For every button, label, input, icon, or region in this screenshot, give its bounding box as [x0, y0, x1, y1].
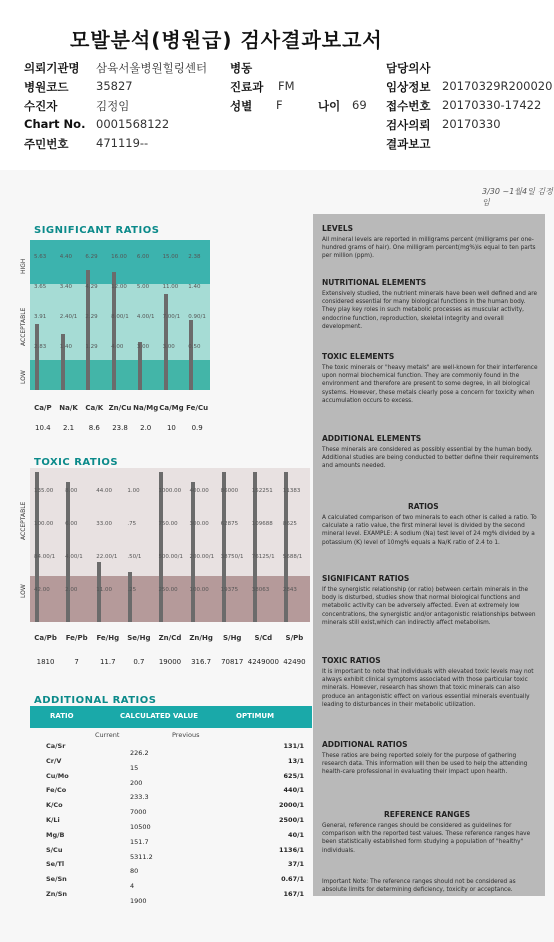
column-label: Zn/Cu — [108, 404, 132, 412]
tick-label: 2843 — [282, 587, 297, 593]
section-body: All mineral levels are reported in milligrams percent (milligrams per one-hundred grams of hair). One milligram percent(mg%)is equal to ten parts per million (ppm). — [322, 237, 536, 260]
section-body: If the synergistic relationship (or ratio) between certain minerals in the body is disturbed, studies show that normal biological functions and metabolic activity can be adversely affected. Even at extremely low concentrations, the synergistic and/or antagonistic relationships between minerals still exist,which can indirectly affect metabolism. — [322, 587, 536, 626]
column-label: S/Hg — [222, 634, 242, 642]
tick-label: 11.00 — [96, 587, 112, 593]
current-value: 1900 — [130, 897, 147, 905]
current-subheader: Current — [95, 731, 120, 739]
ratio-name: Se/Sn — [46, 875, 67, 884]
tick-label: 135.00 — [34, 488, 54, 494]
tick-label: 500.00/1 — [158, 554, 184, 560]
tick-label: 6.29 — [85, 254, 98, 260]
tick-label: 6.00 — [136, 254, 150, 260]
ratio-value: 0.7 — [133, 658, 145, 666]
axis-low: LOW — [20, 370, 27, 384]
tick-label: 84.00/1 — [34, 554, 56, 560]
header-field-label: 접수번호 — [386, 99, 431, 113]
ratio-value: 2.1 — [62, 424, 75, 432]
header-field-label: 나이 — [318, 99, 341, 113]
ratio-name: Zn/Sn — [46, 890, 68, 898]
previous-subheader: Previous — [172, 731, 200, 739]
ratio-bar — [222, 472, 226, 622]
tick-label: 3.00 — [136, 344, 150, 350]
header-field-label: 진료과 — [230, 80, 264, 94]
tick-label: 8625 — [282, 521, 297, 527]
tick-label: 1000.00 — [158, 488, 182, 494]
current-value: 80 — [130, 867, 139, 876]
optimum-value: 2000/1 — [279, 801, 304, 810]
header-field-value: 35827 — [96, 79, 133, 93]
section-title: ADDITIONAL ELEMENTS — [322, 434, 422, 443]
tick-label: 6.00 — [65, 521, 78, 527]
toxic-title: TOXIC RATIOS — [34, 457, 119, 468]
ratio-bar — [61, 334, 65, 390]
header-field-label: Chart No. — [24, 117, 86, 131]
header-field-label: 병원코드 — [24, 80, 69, 94]
column-label: Zn/Hg — [189, 634, 213, 642]
column-label: Fe/Cu — [186, 404, 209, 412]
axis-acceptable: ACCEPTABLE — [20, 307, 27, 346]
header-field-label: 담당의사 — [386, 61, 431, 75]
section-title: TOXIC RATIOS — [322, 656, 381, 665]
column-label: Ca/P — [34, 404, 52, 412]
table-row — [30, 875, 312, 890]
section-title: NUTRITIONAL ELEMENTS — [322, 278, 427, 287]
ratio-value: 11.7 — [99, 658, 116, 666]
column-label: Zn/Cd — [158, 634, 182, 642]
ratio-value: 4249000 — [247, 658, 279, 666]
column-label: Fe/Pb — [65, 634, 88, 642]
header-field-label: 임상정보 — [386, 80, 431, 94]
header-field-label: 성별 — [230, 99, 253, 113]
tick-label: 4.40 — [59, 254, 72, 260]
tick-label: 100.00 — [189, 587, 209, 593]
optimum-header: OPTIMUM — [236, 712, 275, 720]
ratio-bar — [253, 472, 257, 622]
tick-label: 7.00/1 — [162, 314, 181, 320]
calc-header: CALCULATED VALUE — [120, 712, 199, 720]
tick-label: 152251 — [251, 488, 273, 494]
table-row — [30, 801, 312, 816]
handwritten-note: 3/30 ~1월4일 김정임 — [482, 187, 553, 207]
header-field-value: 20170330-17422 — [442, 98, 542, 112]
header-field-label: 수진자 — [24, 99, 58, 113]
optimum-value: 167/1 — [283, 890, 304, 898]
tick-label: 4.00/1 — [65, 554, 83, 560]
ratio-bar — [66, 482, 70, 622]
ratio-bar — [128, 572, 132, 622]
ratio-bar — [35, 472, 39, 622]
header-field-value: 0001568122 — [96, 117, 170, 131]
ratio-bar — [159, 472, 163, 622]
tick-label: 11.00 — [162, 284, 179, 290]
tick-label: 19375 — [220, 587, 239, 593]
current-value: 233.3 — [130, 793, 149, 802]
ratio-bar — [191, 482, 195, 622]
tick-label: 8.00/1 — [111, 314, 129, 320]
header-field-value: 471119-- — [96, 136, 149, 150]
header-field-label: 결과보고 — [386, 137, 431, 151]
section-body: General, reference ranges should be considered as guidelines for comparison with the reported test values. These reference ranges have been statistically established form studying a population of "healthy" individuals. — [322, 823, 531, 854]
optimum-value: 2500/1 — [279, 816, 304, 824]
section-body: These ratios are being reported solely for the purpose of gathering research data. This information will then be used to help the attending health-care professional in evaluating their impact upon health. — [322, 753, 528, 776]
ratio-bar — [35, 324, 39, 390]
ratio-name: Mg/B — [46, 830, 65, 839]
tick-label: 5.63 — [34, 254, 47, 260]
tick-label: 0.90/1 — [188, 314, 206, 320]
ratio-value: 19000 — [158, 658, 182, 666]
header-field-label: 주민번호 — [24, 137, 69, 151]
table-row — [30, 742, 312, 757]
tick-label: 4.00 — [111, 344, 124, 350]
tick-label: 2.29 — [85, 314, 98, 320]
tick-label: 1.29 — [85, 344, 98, 350]
section-body: These minerals are considered as possibly essential by the human body. Additional studies are being conducted to better define their requirements and amounts needed. — [322, 447, 539, 470]
current-value: 151.7 — [130, 837, 149, 846]
report-title: 모발분석(병원급) 검사결과보고서 — [70, 28, 383, 52]
ratio-name: K/Li — [46, 816, 60, 824]
ratio-name: Se/Tl — [46, 860, 65, 869]
low-band — [30, 576, 310, 622]
ratio-value: 1810 — [36, 658, 55, 666]
header-field-value: FM — [278, 79, 295, 93]
tick-label: 3.40 — [59, 284, 72, 290]
tick-label: 2.40/1 — [59, 314, 78, 320]
section-body: Extensively studied, the nutrient minerals have been well defined and are considered essential for many biological functions in the human body. They play key roles in such metabolic processes as muscular activity, endocrine function, reproduction, skeletal integrity and overall development. — [322, 291, 538, 330]
ratio-value: 10 — [166, 424, 176, 432]
header-field-value: 삼육서울병원힐링센터 — [96, 61, 208, 75]
section-title: TOXIC ELEMENTS — [322, 352, 395, 361]
optimum-value: 13/1 — [288, 756, 304, 765]
table-row — [30, 786, 312, 801]
table-row — [30, 860, 312, 875]
tick-label: 400.00 — [189, 488, 209, 494]
tick-label: 62875 — [220, 521, 239, 527]
ratio-value: 7 — [74, 658, 79, 666]
ratio-value: 8.6 — [88, 424, 100, 432]
tick-label: 3.00 — [162, 344, 175, 350]
tick-label: 0.50 — [188, 344, 201, 350]
tick-label: 250.00 — [158, 587, 178, 593]
optimum-value: 131/1 — [283, 742, 304, 750]
current-value: 15 — [130, 763, 139, 772]
low-band — [30, 360, 210, 390]
ratio-name: Fe/Co — [46, 786, 67, 795]
tick-label: 38063 — [251, 587, 270, 593]
tick-label: 38750/1 — [220, 554, 244, 560]
tick-label: 42.00 — [34, 587, 50, 593]
ratio-value: 2.0 — [140, 424, 152, 432]
column-label: Na/Mg — [133, 404, 159, 412]
current-value: 200 — [130, 778, 143, 787]
tick-label: .25 — [127, 587, 137, 593]
significant-title: SIGNIFICANT RATIOS — [34, 225, 160, 236]
table-row — [30, 831, 312, 846]
ratio-bar — [284, 472, 288, 622]
current-value: 5311.2 — [130, 852, 153, 861]
tick-label: 2.00 — [65, 587, 78, 593]
column-label: S/Cd — [254, 634, 273, 642]
current-value: 10500 — [130, 823, 151, 831]
tick-label: 1.00 — [127, 488, 140, 494]
header-field-value: 김정임 — [96, 99, 130, 113]
header-field-label: 검사의뢰 — [386, 118, 431, 132]
optimum-value: 37/1 — [288, 860, 304, 869]
column-label: Fe/Hg — [96, 634, 120, 642]
current-value: 226.2 — [130, 749, 149, 757]
tick-label: 4.00/1 — [136, 314, 155, 320]
table-row — [30, 890, 312, 905]
tick-label: 100.00 — [34, 521, 54, 527]
ratio-value: 42490 — [283, 658, 306, 666]
tick-label: 1.40 — [59, 344, 72, 350]
additional-ratios-header — [30, 706, 312, 728]
tick-label: .75 — [127, 521, 137, 527]
tick-label: 86000 — [220, 488, 239, 494]
tick-label: 44.00 — [96, 488, 112, 494]
section-title: LEVELS — [322, 224, 354, 233]
optimum-value: 1136/1 — [279, 845, 304, 854]
tick-label: 2.38 — [188, 254, 201, 260]
tick-label: 4.29 — [85, 284, 98, 290]
tick-label: 300.00 — [189, 521, 209, 527]
section-body: A calculated comparison of two minerals to each other is called a ratio. To calculate a ratio value, the first mineral level is divided by the second mineral level. EXAMPLE: A sodium (Na) test level of 24 mg% divided by a potassium (K) level of 10mg% equals a Na/K ratio of 2.4 to 1. — [322, 515, 537, 546]
ratio-bar — [164, 294, 168, 390]
additional-ratios-title: ADDITIONAL RATIOS — [34, 695, 157, 706]
tick-label: 200.00/1 — [189, 554, 215, 560]
axis-high: HIGH — [20, 258, 27, 274]
tick-label: 11383 — [282, 488, 301, 494]
ratio-bar — [189, 320, 193, 390]
header-field-value: F — [276, 98, 283, 112]
header-field-value: 69 — [352, 98, 367, 112]
current-value: 7000 — [130, 808, 147, 817]
tick-label: 3.91 — [34, 314, 47, 320]
current-value: 4 — [130, 882, 135, 891]
section-body: Important Note: The reference ranges should not be considered as absolute limits for determining deficiency, toxicity or acceptance. — [322, 879, 516, 894]
table-row — [30, 846, 312, 861]
axis-low: LOW — [20, 584, 27, 598]
section-title: SIGNIFICANT RATIOS — [322, 574, 410, 583]
ratio-name: Cu/Mo — [46, 771, 69, 780]
tick-label: 33.00 — [96, 521, 112, 527]
tick-label: 22.00/1 — [96, 554, 118, 560]
section-body: It is important to note that individuals with elevated toxic levels may not always exhibit clinical symptoms associated with those particular toxic minerals. However, research has shown that toxic minerals can also produce an antagonistic effect on various essential minerals eventually leading to disturbances in their metabolic utilization. — [322, 669, 534, 708]
header-field-label: 의뢰기관명 — [24, 61, 80, 75]
table-row — [30, 772, 312, 787]
optimum-value: 440/1 — [283, 786, 304, 795]
tick-label: 16.00 — [111, 254, 127, 260]
ratio-value: 0.9 — [191, 424, 203, 432]
column-label: Na/K — [59, 404, 78, 412]
table-row — [30, 757, 312, 772]
axis-acceptable: ACCEPTABLE — [20, 501, 27, 540]
tick-label: 15.00 — [162, 254, 179, 260]
column-label: Se/Hg — [127, 634, 151, 642]
ratio-name: K/Co — [46, 801, 63, 810]
tick-label: 1.40 — [188, 284, 201, 290]
column-label: Ca/Pb — [34, 634, 57, 642]
section-title: RATIOS — [408, 502, 439, 511]
ratio-value: 70817 — [221, 658, 244, 666]
optimum-value: 0.67/1 — [281, 875, 304, 884]
ratio-value: 10.4 — [35, 424, 51, 432]
tick-label: 5688/1 — [282, 554, 303, 560]
optimum-value: 625/1 — [283, 771, 304, 780]
high-band — [30, 240, 210, 284]
header-field-label: 병동 — [230, 61, 253, 75]
section-body: The toxic minerals or "heavy metals" are well-known for their interference upon normal biochemical function. They are commonly found in the environment and therefore are present to some degree, in all biological systems. However, these metals clearly pose a concern for toxicity when accumulation occurs to excess. — [322, 365, 538, 404]
tick-label: 109688 — [251, 521, 273, 527]
column-label: S/Pb — [285, 634, 304, 642]
section-title: REFERENCE RANGES — [384, 810, 471, 819]
ratio-name: S/Cu — [46, 845, 63, 854]
tick-label: 5.00 — [136, 284, 150, 290]
tick-label: 12.00 — [111, 284, 127, 290]
tick-label: 3.65 — [34, 284, 47, 290]
column-label: Ca/K — [85, 404, 104, 412]
tick-label: 2.83 — [34, 344, 47, 350]
ratio-name: Cr/V — [46, 756, 62, 765]
section-title: ADDITIONAL RATIOS — [322, 740, 408, 749]
column-label: Ca/Mg — [159, 404, 184, 412]
tick-label: 8.00 — [65, 488, 78, 494]
optimum-value: 40/1 — [288, 830, 304, 839]
ratio-value: 23.8 — [112, 424, 128, 432]
table-row — [30, 816, 312, 831]
header-field-value: 20170329R200020 — [442, 79, 553, 93]
tick-label: 750.00 — [158, 521, 178, 527]
ratio-value: 316.7 — [191, 658, 212, 666]
header-field-value: 20170330 — [442, 117, 501, 131]
ratio-name: Ca/Sr — [46, 742, 66, 750]
tick-label: .50/1 — [127, 554, 142, 560]
tick-label: 76125/1 — [251, 554, 275, 560]
ratio-header: RATIO — [50, 712, 74, 720]
